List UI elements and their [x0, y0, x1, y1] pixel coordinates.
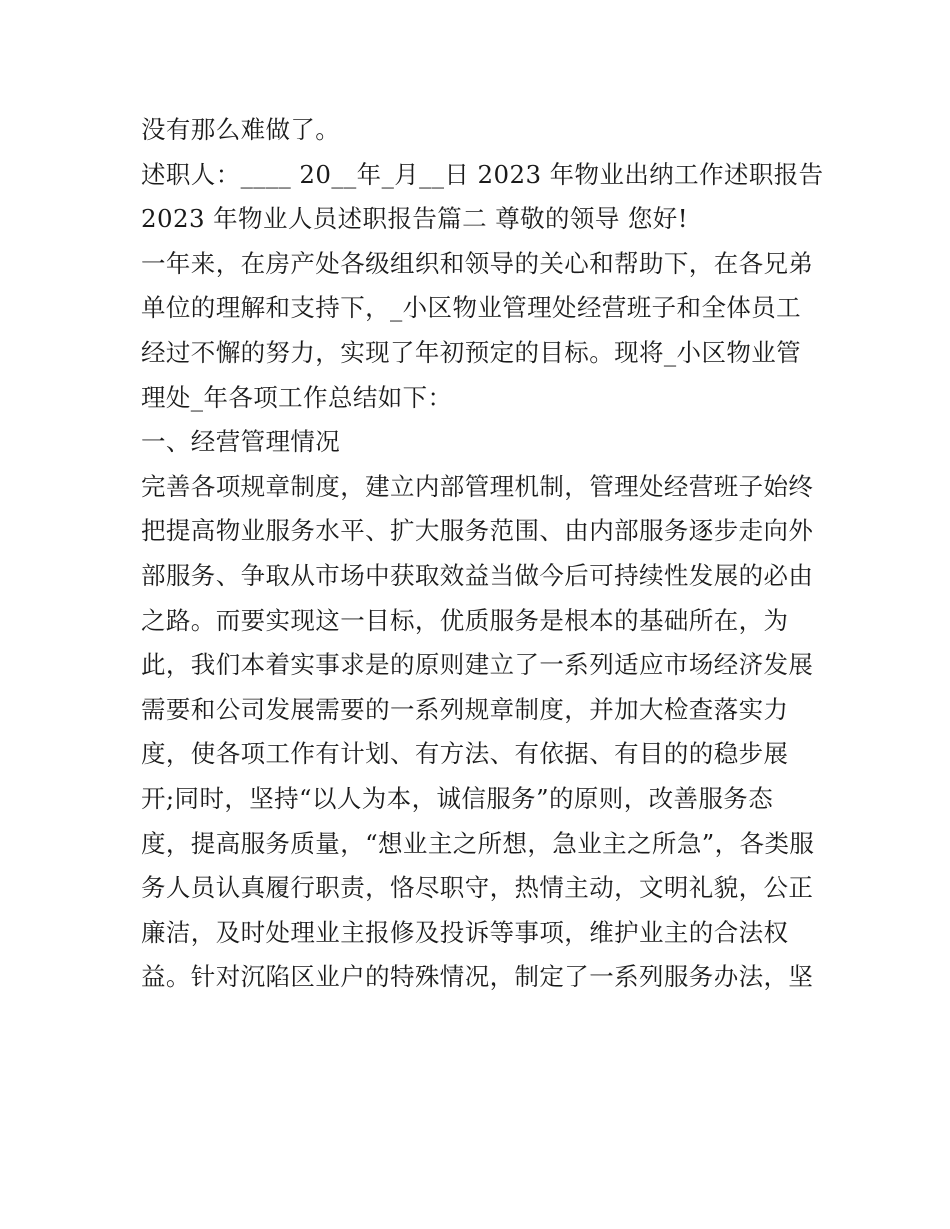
text-line: 把提高物业服务水平、扩大服务范围、由内部服务逐步走向外: [141, 516, 814, 546]
text-line: 2023 年物业人员述职报告篇二 尊敬的领导 您好!: [141, 204, 688, 234]
document-body: [141, 108, 824, 1000]
text-line: 度，提高服务质量，“想业主之所想，急业主之所急”，各类服: [141, 828, 815, 858]
text-line: 理处_年各项工作总结如下：: [141, 382, 453, 412]
section-heading: 一、经营管理情况: [141, 427, 341, 457]
text-line: 务人员认真履行职责，恪尽职守，热情主动，文明礼貌，公正: [141, 873, 814, 903]
text-line: 度，使各项工作有计划、有方法、有依据、有目的的稳步展: [141, 739, 789, 769]
text-line: 廉洁，及时处理业主报修及投诉等事项，维护业主的合法权: [141, 917, 789, 947]
text-line: 经过不懈的努力，实现了年初预定的目标。现将_小区物业管: [141, 337, 802, 367]
text-line: 之路。而要实现这一目标，优质服务是根本的基础所在，为: [141, 605, 789, 635]
text-line: 开;同时，坚持“以人为本，诚信服务”的原则，改善服务态: [141, 783, 774, 813]
text-line: 此，我们本着实事求是的原则建立了一系列适应市场经济发展: [141, 650, 814, 680]
text-line: 单位的理解和支持下，_小区物业管理处经营班子和全体员工: [141, 293, 802, 323]
text-line: 完善各项规章制度，建立内部管理机制，管理处经营班子始终: [141, 471, 814, 501]
text-line: 一年来，在房产处各级组织和领导的关心和帮助下，在各兄弟: [141, 248, 814, 278]
text-line: 述职人：____ 20__年_月__日 2023 年物业出纳工作述职报告: [141, 159, 824, 189]
text-line: 益。针对沉陷区业户的特殊情况，制定了一系列服务办法，坚: [141, 962, 814, 992]
text-line: 需要和公司发展需要的一系列规章制度，并加大检查落实力: [141, 694, 789, 724]
text-line: 部服务、争取从市场中获取效益当做今后可持续性发展的必由: [141, 560, 814, 590]
text-line: 没有那么难做了。: [141, 115, 341, 144]
